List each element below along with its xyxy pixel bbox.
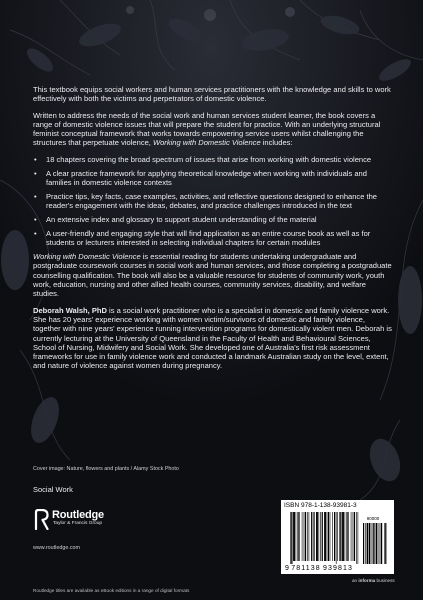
barcode-bar [346, 512, 347, 561]
isbn-label: ISBN 978-1-138-93981-3 [284, 502, 357, 509]
barcode-bar [327, 512, 328, 561]
barcode-bar [324, 512, 326, 561]
barcode-bar [330, 512, 331, 561]
addon-bar [385, 523, 386, 564]
informa-brand: informa [358, 578, 376, 583]
intro-paragraph: This textbook equips social workers and human services practitioners with the knowledge and skills to work effectively with both the victims and perpetrators of domestic violence. [33, 85, 391, 104]
ebook-footnote: Routledge titles are available as eBook editions in a range of digital formats [33, 588, 190, 593]
addon-bar [380, 523, 381, 564]
barcode-bar [319, 512, 320, 561]
barcode-bar [345, 512, 346, 561]
barcode-bar [296, 512, 297, 561]
barcode-bar [336, 512, 337, 564]
addon-bar [376, 523, 378, 564]
author-bio-text: is a social work practitioner who is a specialist in domestic and family violence work. She has 20 years' experience working with women victim/survivors of domestic and family violence, together with nine years' experience running intervention programs for domestically violent men. Deborah is currently lecturing at the University of Queensland in the Faculty of Health and Behavioural Sciences, School of Nursing, Midwifery and Social Work. She developed one of Australia's first risk assessment frameworks for use in family violence work and conducted a landmark Australian study on the level, extent, and nature of violence against women during pregnancy. [33, 305, 392, 371]
barcode-bar [316, 512, 318, 561]
informa-suffix: business [375, 578, 395, 583]
author-bio [33, 306, 393, 371]
addon-bar [365, 523, 366, 564]
barcode-bar [322, 512, 323, 561]
addon-bar [371, 523, 372, 564]
barcode-bar [340, 512, 341, 561]
addon-bar [379, 523, 380, 564]
barcode-bar [334, 512, 335, 561]
barcode-bar [337, 512, 338, 561]
barcode-bar [342, 512, 344, 561]
author-name: Deborah Walsh, PhD [33, 305, 107, 315]
list-item: • 18 chapters covering the broad spectrum of issues that arise from working with domestic violence [33, 155, 393, 164]
barcode-bar [332, 512, 333, 561]
barcode-top-digits: 90000 [366, 516, 380, 521]
list-item: • Practice tips, key facts, case examples, activities, and reflective questions designed to enhance the reader's engagement with the ideas, debates, and practice challenges introduced in the text [33, 192, 393, 211]
purpose-paragraph [33, 111, 393, 148]
barcode-bar [314, 512, 315, 561]
barcode-bar [339, 512, 340, 561]
back-cover-text [33, 85, 393, 378]
barcode-bar [313, 512, 314, 561]
barcode-left-digits: 781138 [291, 565, 321, 572]
addon-bar [374, 523, 375, 564]
barcode-bar [348, 512, 349, 561]
barcode-bar [351, 512, 352, 561]
publisher-logo [33, 509, 113, 539]
barcode-bar [293, 512, 295, 561]
addon-bar [373, 523, 374, 564]
routledge-r-icon [33, 509, 50, 530]
series-label: Social Work [33, 485, 73, 494]
barcode-lead-digit: 9 [285, 565, 289, 572]
barcode-bar [304, 512, 305, 561]
barcode-bar [328, 512, 329, 561]
cover-image-credit: Cover image: Nature, flowers and plants / Alamy Stock Photo [33, 466, 179, 472]
list-item: • An extensive index and glossary to support student understanding of the material [33, 215, 393, 224]
list-item: • A user-friendly and engaging style that will find application as an entire course book as well as for students or lecturers interested in selecting individual chapters for certain modules [33, 229, 393, 248]
barcode-bar [354, 512, 355, 561]
addon-bar [363, 523, 364, 564]
publisher-group: Taylor & Francis Group [53, 521, 103, 526]
informa-prefix: an [352, 578, 359, 583]
purpose-text-end: includes: [260, 138, 293, 148]
publisher-website: www.routledge.com [33, 545, 81, 551]
barcode-bar [302, 512, 303, 561]
informa-business-label [352, 578, 395, 583]
audience-text: is essential reading for students undertaking undergraduate and postgraduate coursework courses in social work and human services, and those completing a postgraduate counselling qualification. The book will also be a valuable resource for students of community work, youth work, education, nursing and other allied health courses, community services, disability, and welfare studies. [33, 252, 392, 299]
addon-bar [367, 523, 369, 564]
purpose-text: Written to address the needs of the social work and human services student learner, the book covers a range of domestic violence issues that will prepare the student for practice. With an underlying structural feminist conceptual framework that works towards empowering service users whilst challenging the structures that perpetuate violence, [33, 110, 381, 148]
barcode-bar [311, 512, 312, 561]
addon-bar [384, 523, 385, 564]
barcode-bar [356, 512, 357, 564]
addon-bar [381, 523, 382, 564]
barcode-bar [291, 512, 292, 564]
barcode-bar [299, 512, 300, 561]
audience-paragraph [33, 252, 393, 298]
list-item: • A clear practice framework for applying theoretical knowledge when working with individuals and families in domestic violence contexts [33, 169, 393, 188]
barcode-bar [309, 512, 310, 561]
book-title-italic: Working with Domestic Violence [33, 252, 141, 262]
publisher-name: Routledge [52, 509, 104, 521]
book-title-italic: Working with Domestic Violence [152, 138, 261, 148]
barcode-bar [290, 512, 291, 564]
feature-list [33, 155, 393, 247]
barcode-bar [305, 512, 306, 561]
barcode-bar [353, 512, 354, 561]
isbn-barcode [281, 500, 394, 574]
barcode-bar [320, 512, 321, 561]
addon-bar [369, 523, 370, 564]
barcode-bar [358, 512, 359, 564]
barcode-right-digits: 939813 [323, 565, 353, 572]
barcode-bar [297, 512, 298, 561]
barcode-bar [307, 512, 308, 561]
barcode-graphic [281, 500, 394, 574]
